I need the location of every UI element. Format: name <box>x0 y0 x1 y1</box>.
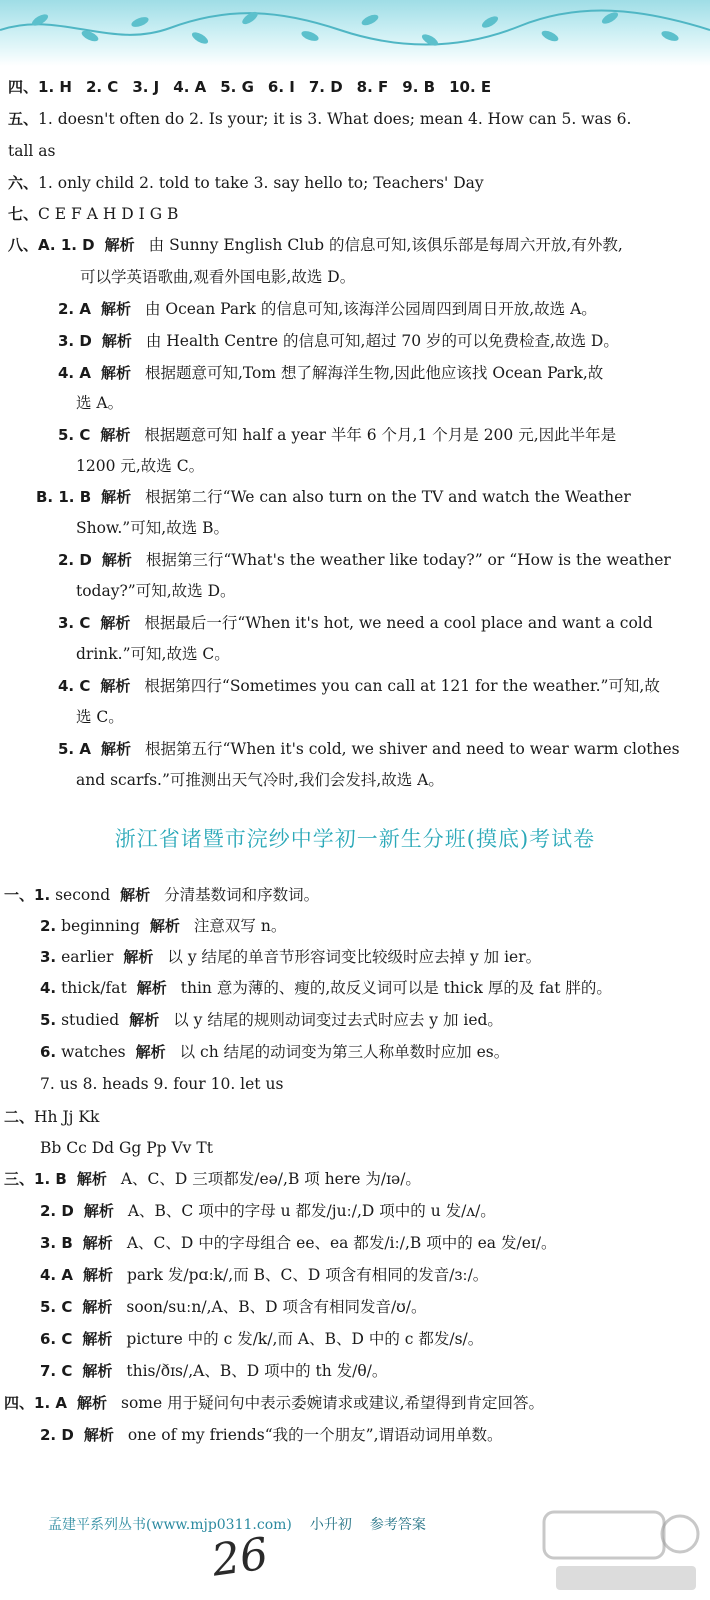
section-label: 四、 <box>4 1394 35 1412</box>
jiexi-label: 解析 <box>123 948 154 966</box>
answer-item: 5. G <box>220 78 254 96</box>
jiexi-label: 解析 <box>100 614 131 632</box>
explanation: Show.”可知,故选 B。 <box>76 519 229 537</box>
answer-item: 4. A <box>173 78 207 96</box>
explanation: one of my friends“我的一个朋友”,谓语动词用单数。 <box>127 1426 503 1444</box>
jiexi-label: 解析 <box>149 917 180 935</box>
answer-item: 1. H <box>38 78 72 96</box>
section-label: 二、 <box>4 1108 35 1126</box>
jiexi-label: 解析 <box>76 1170 107 1188</box>
part3-item5 <box>40 1296 427 1318</box>
vine-leaf-icon <box>0 0 710 66</box>
explanation: 注意双写 n。 <box>193 917 287 935</box>
explanation: 可以学英语歌曲,观看外国电影,故选 D。 <box>80 268 356 286</box>
explanation: 选 C。 <box>76 708 124 726</box>
section-label: 六、 <box>8 174 39 192</box>
question-number: 5. C <box>58 426 91 444</box>
explanation: 由 Sunny English Club 的信息可知,该俱乐部是每周六开放,有外教, <box>148 236 623 254</box>
section8-b2-line2 <box>76 580 236 602</box>
section8-b1-line1 <box>36 486 631 508</box>
answer-text: 1. doesn't often do 2. Is your; it is 3. What does; mean 4. How can 5. was 6. <box>38 110 632 128</box>
explanation: 1200 元,故选 C。 <box>76 457 205 475</box>
part3-item1 <box>4 1168 421 1190</box>
explanation: picture 中的 c 发/k/,而 A、B、D 中的 c 都发/s/。 <box>126 1330 484 1348</box>
question-number: B. 1. B <box>36 488 92 506</box>
explanation: 分清基数词和序数词。 <box>164 886 320 904</box>
jiexi-label: 解析 <box>100 677 131 695</box>
explanation: 以 y 结尾的规则动词变过去式时应去 y 加 ied。 <box>173 1011 503 1029</box>
jiexi-label: 解析 <box>82 1330 113 1348</box>
section6-line <box>8 172 484 194</box>
explanation: park 发/pɑːk/,而 B、C、D 项含有相同的发音/ɜː/。 <box>126 1266 489 1284</box>
question-number: 6. C <box>40 1330 73 1348</box>
explanation: 以 y 结尾的单音节形容词变比较级时应去掉 y 加 ier。 <box>167 948 542 966</box>
explanation: and scarfs.”可推测出天气冷时,我们会发抖,故选 A。 <box>76 771 444 789</box>
question-number: 4. A <box>40 1266 73 1284</box>
question-number: 4. A <box>58 364 91 382</box>
section8-a2 <box>58 298 597 320</box>
part3-item7 <box>40 1360 387 1382</box>
explanation: drink.”可知,故选 C。 <box>76 645 230 663</box>
explanation: 以 ch 结尾的动词变为第三人称单数时应加 es。 <box>179 1043 510 1061</box>
footer-grade: 小升初 <box>309 1517 352 1533</box>
explanation: 由 Health Centre 的信息可知,超过 70 岁的可以免费检查,故选 D。 <box>145 332 619 350</box>
question-number: 7. C <box>40 1362 73 1380</box>
section8-b3-line2 <box>76 643 230 665</box>
explanation: 根据题意可知,Tom 想了解海洋生物,因此他应该找 Ocean Park,故 <box>144 364 604 382</box>
section8-a1-line1 <box>8 234 623 256</box>
explanation: 根据第三行“What's the weather like today?” or “How is the weather <box>145 551 671 569</box>
section-label: 八、 <box>8 236 39 254</box>
section5-line2 <box>8 140 56 162</box>
jiexi-label: 解析 <box>100 426 131 444</box>
explanation: A、C、D 中的字母组合 ee、ea 都发/iː/,B 项中的 ea 发/eɪ/。 <box>126 1234 557 1252</box>
explanation: today?”可知,故选 D。 <box>76 582 236 600</box>
question-number: 1. B <box>34 1170 67 1188</box>
section-label: 一、 <box>4 886 35 904</box>
watermark-logo-icon <box>542 1508 702 1596</box>
jiexi-label: 解析 <box>101 332 132 350</box>
section-label: 四、 <box>8 78 39 96</box>
section7-line <box>8 203 178 225</box>
answer-item: 7. D <box>308 78 343 96</box>
jiexi-label: 解析 <box>120 886 151 904</box>
section4-line <box>8 76 491 98</box>
explanation: 根据第五行“When it's cold, we shiver and need to wear warm clothes <box>144 740 680 758</box>
jiexi-label: 解析 <box>100 300 131 318</box>
answer-item: 10. E <box>449 78 492 96</box>
part1-item4 <box>40 977 612 999</box>
part3-item3 <box>40 1232 557 1254</box>
section8-a3 <box>58 330 619 352</box>
section-label: 七、 <box>8 205 39 223</box>
section5-line1 <box>8 108 631 130</box>
section8-a5-line1 <box>58 424 616 446</box>
decorative-vine-banner <box>0 0 710 66</box>
jiexi-label: 解析 <box>100 740 131 758</box>
explanation: A、B、C 项中的字母 u 都发/juː/,D 项中的 u 发/ʌ/。 <box>127 1202 496 1220</box>
section8-b3-line1 <box>58 612 653 634</box>
part3-item2 <box>40 1200 496 1222</box>
jiexi-label: 解析 <box>82 1234 113 1252</box>
section8-b5-line2 <box>76 769 444 791</box>
footer-series: 孟建平系列丛书(www.mjp0311.com) <box>48 1517 292 1533</box>
section8-b1-line2 <box>76 517 229 539</box>
section8-b5-line1 <box>58 738 680 760</box>
jiexi-label: 解析 <box>100 364 131 382</box>
answer-item: 3. J <box>132 78 160 96</box>
answer-text: 1. only child 2. told to take 3. say hello to; Teachers' Day <box>38 174 484 192</box>
question-number: 2. D <box>40 1426 74 1444</box>
jiexi-label: 解析 <box>83 1202 114 1220</box>
question-number: 6. <box>40 1043 57 1061</box>
question-number: 1. A <box>34 1394 67 1412</box>
question-number: 3. <box>40 948 57 966</box>
jiexi-label: 解析 <box>82 1298 113 1316</box>
part1-item3 <box>40 946 541 968</box>
answer-text: C E F A H D I G B <box>38 205 179 223</box>
answer: watches <box>61 1043 126 1061</box>
explanation: some 用于疑问句中表示委婉请求或建议,希望得到肯定回答。 <box>121 1394 545 1412</box>
exam-title: 浙江省诸暨市浣纱中学初一新生分班(摸底)考试卷 <box>114 827 596 851</box>
explanation: thin 意为薄的、瘦的,故反义词可以是 thick 厚的及 fat 胖的。 <box>180 979 612 997</box>
explanation: soon/suːn/,A、B、D 项含有相同发音/ʊ/。 <box>126 1298 427 1316</box>
jiexi-label: 解析 <box>82 1266 113 1284</box>
jiexi-label: 解析 <box>83 1426 114 1444</box>
question-number: 3. D <box>58 332 92 350</box>
explanation: A、C、D 三项都发/eə/,B 项 here 为/ɪə/。 <box>120 1170 421 1188</box>
question-number: 3. B <box>40 1234 73 1252</box>
part2-line2 <box>40 1137 213 1159</box>
question-number: 5. C <box>40 1298 73 1316</box>
question-number: 2. A <box>58 300 91 318</box>
question-number: A. 1. D <box>38 236 95 254</box>
jiexi-label: 解析 <box>136 979 167 997</box>
jiexi-label: 解析 <box>101 551 132 569</box>
explanation: 根据题意可知 half a year 半年 6 个月,1 个月是 200 元,因此半年是 <box>144 426 617 444</box>
answer-text: 7. us 8. heads 9. four 10. let us <box>40 1075 284 1093</box>
answer-item: 9. B <box>402 78 436 96</box>
question-number: 3. C <box>58 614 91 632</box>
question-number: 2. <box>40 917 57 935</box>
part3-item6 <box>40 1328 483 1350</box>
part1-last <box>40 1073 283 1095</box>
answer-text: Bb Cc Dd Gg Pp Vv Tt <box>40 1139 213 1157</box>
section8-b2-line1 <box>58 549 671 571</box>
answer: beginning <box>61 917 140 935</box>
part1-item6 <box>40 1041 509 1063</box>
jiexi-label: 解析 <box>76 1394 107 1412</box>
explanation: 由 Ocean Park 的信息可知,该海洋公园周四到周日开放,故选 A。 <box>144 300 597 318</box>
question-number: 5. A <box>58 740 91 758</box>
jiexi-label: 解析 <box>104 236 135 254</box>
part1-item5 <box>40 1009 503 1031</box>
explanation: 根据第二行“We can also turn on the TV and watch the Weather <box>145 488 631 506</box>
footer-answers: 参考答案 <box>369 1517 426 1533</box>
page-number: 26 <box>208 1528 272 1587</box>
explanation: 根据第四行“Sometimes you can call at 121 for the weather.”可知,故 <box>144 677 660 695</box>
part2-line1 <box>4 1106 99 1128</box>
part3-item4 <box>40 1264 488 1286</box>
answer-item: 8. F <box>356 78 389 96</box>
explanation: 选 A。 <box>76 394 124 412</box>
section8-a4-line2 <box>76 392 123 414</box>
answer: earlier <box>61 948 114 966</box>
part1-item2 <box>40 915 286 937</box>
answer-text: tall as <box>8 142 56 160</box>
question-number: 2. D <box>58 551 92 569</box>
section8-a1-line2 <box>80 266 355 288</box>
section8-a4-line1 <box>58 362 603 384</box>
section-label: 五、 <box>8 110 39 128</box>
section8-a5-line2 <box>76 455 204 477</box>
answer: second <box>55 886 111 904</box>
jiexi-label: 解析 <box>82 1362 113 1380</box>
answer-text: Hh Jj Kk <box>34 1108 100 1126</box>
jiexi-label: 解析 <box>129 1011 160 1029</box>
section8-b4-line1 <box>58 675 660 697</box>
answer-item: 6. I <box>267 78 295 96</box>
jiexi-label: 解析 <box>135 1043 166 1061</box>
part4-item1 <box>4 1392 544 1414</box>
question-number: 1. <box>34 886 51 904</box>
part4-item2 <box>40 1424 503 1446</box>
part1-item1 <box>4 884 319 906</box>
section8-b4-line2 <box>76 706 124 728</box>
answer: thick/fat <box>61 979 127 997</box>
question-number: 2. D <box>40 1202 74 1220</box>
explanation: this/ðɪs/,A、B、D 项中的 th 发/θ/。 <box>126 1362 388 1380</box>
answer-item: 2. C <box>85 78 119 96</box>
section-label: 三、 <box>4 1170 35 1188</box>
explanation: 根据最后一行“When it's hot, we need a cool place and want a cold <box>144 614 653 632</box>
question-number: 5. <box>40 1011 57 1029</box>
question-number: 4. C <box>58 677 91 695</box>
jiexi-label: 解析 <box>101 488 132 506</box>
question-number: 4. <box>40 979 57 997</box>
answer: studied <box>61 1011 120 1029</box>
